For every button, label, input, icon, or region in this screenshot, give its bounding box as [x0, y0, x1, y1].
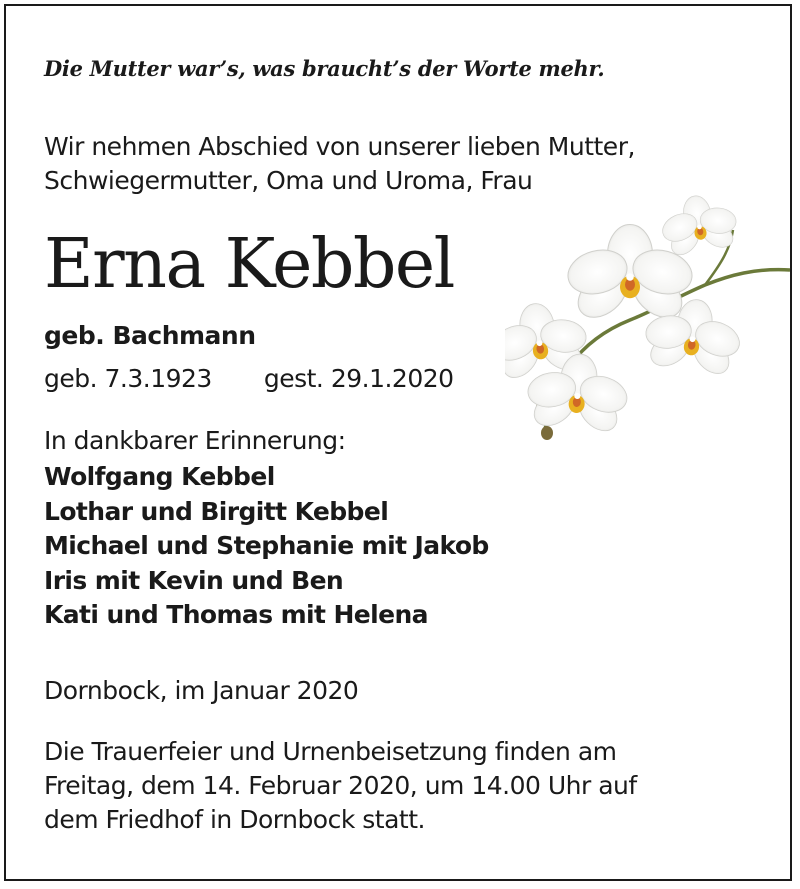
- service-info: [44, 735, 637, 837]
- memorial-quote: Die Mutter war’s, was braucht’s der Worte mehr.: [44, 56, 605, 81]
- life-dates: [44, 364, 454, 393]
- deceased-name: Erna Kebbel: [44, 225, 454, 304]
- place-date: Dornbock, im Januar 2020: [44, 676, 359, 705]
- mourner-item: Kati und Thomas mit Helena: [44, 600, 428, 629]
- mourner-item: Iris mit Kevin und Ben: [44, 565, 344, 595]
- mourner-item: Lothar und Birgitt Kebbel: [44, 496, 389, 526]
- intro-line-2: Schwiegermutter, Oma und Uroma, Frau: [44, 166, 533, 195]
- mourners-list: [44, 460, 489, 633]
- birth-date: geb. 7.3.1923: [44, 364, 212, 393]
- orchid-icon: [505, 190, 795, 450]
- service-line-2: Freitag, dem 14. Februar 2020, um 14.00 Uhr auf: [44, 771, 637, 800]
- thanks-heading: In dankbarer Erinnerung:: [44, 426, 346, 455]
- intro-text: [44, 130, 635, 198]
- death-date: gest. 29.1.2020: [263, 364, 454, 393]
- intro-line-1: Wir nehmen Abschied von unserer lieben Mutter,: [44, 132, 635, 161]
- mourner-item: Wolfgang Kebbel: [44, 462, 275, 491]
- service-line-1: Die Trauerfeier und Urnenbeisetzung finden am: [44, 737, 617, 766]
- mourner-item: Michael und Stephanie mit Jakob: [44, 531, 489, 560]
- maiden-name: geb. Bachmann: [44, 321, 256, 350]
- service-line-3: dem Friedhof in Dornbock statt.: [44, 805, 425, 834]
